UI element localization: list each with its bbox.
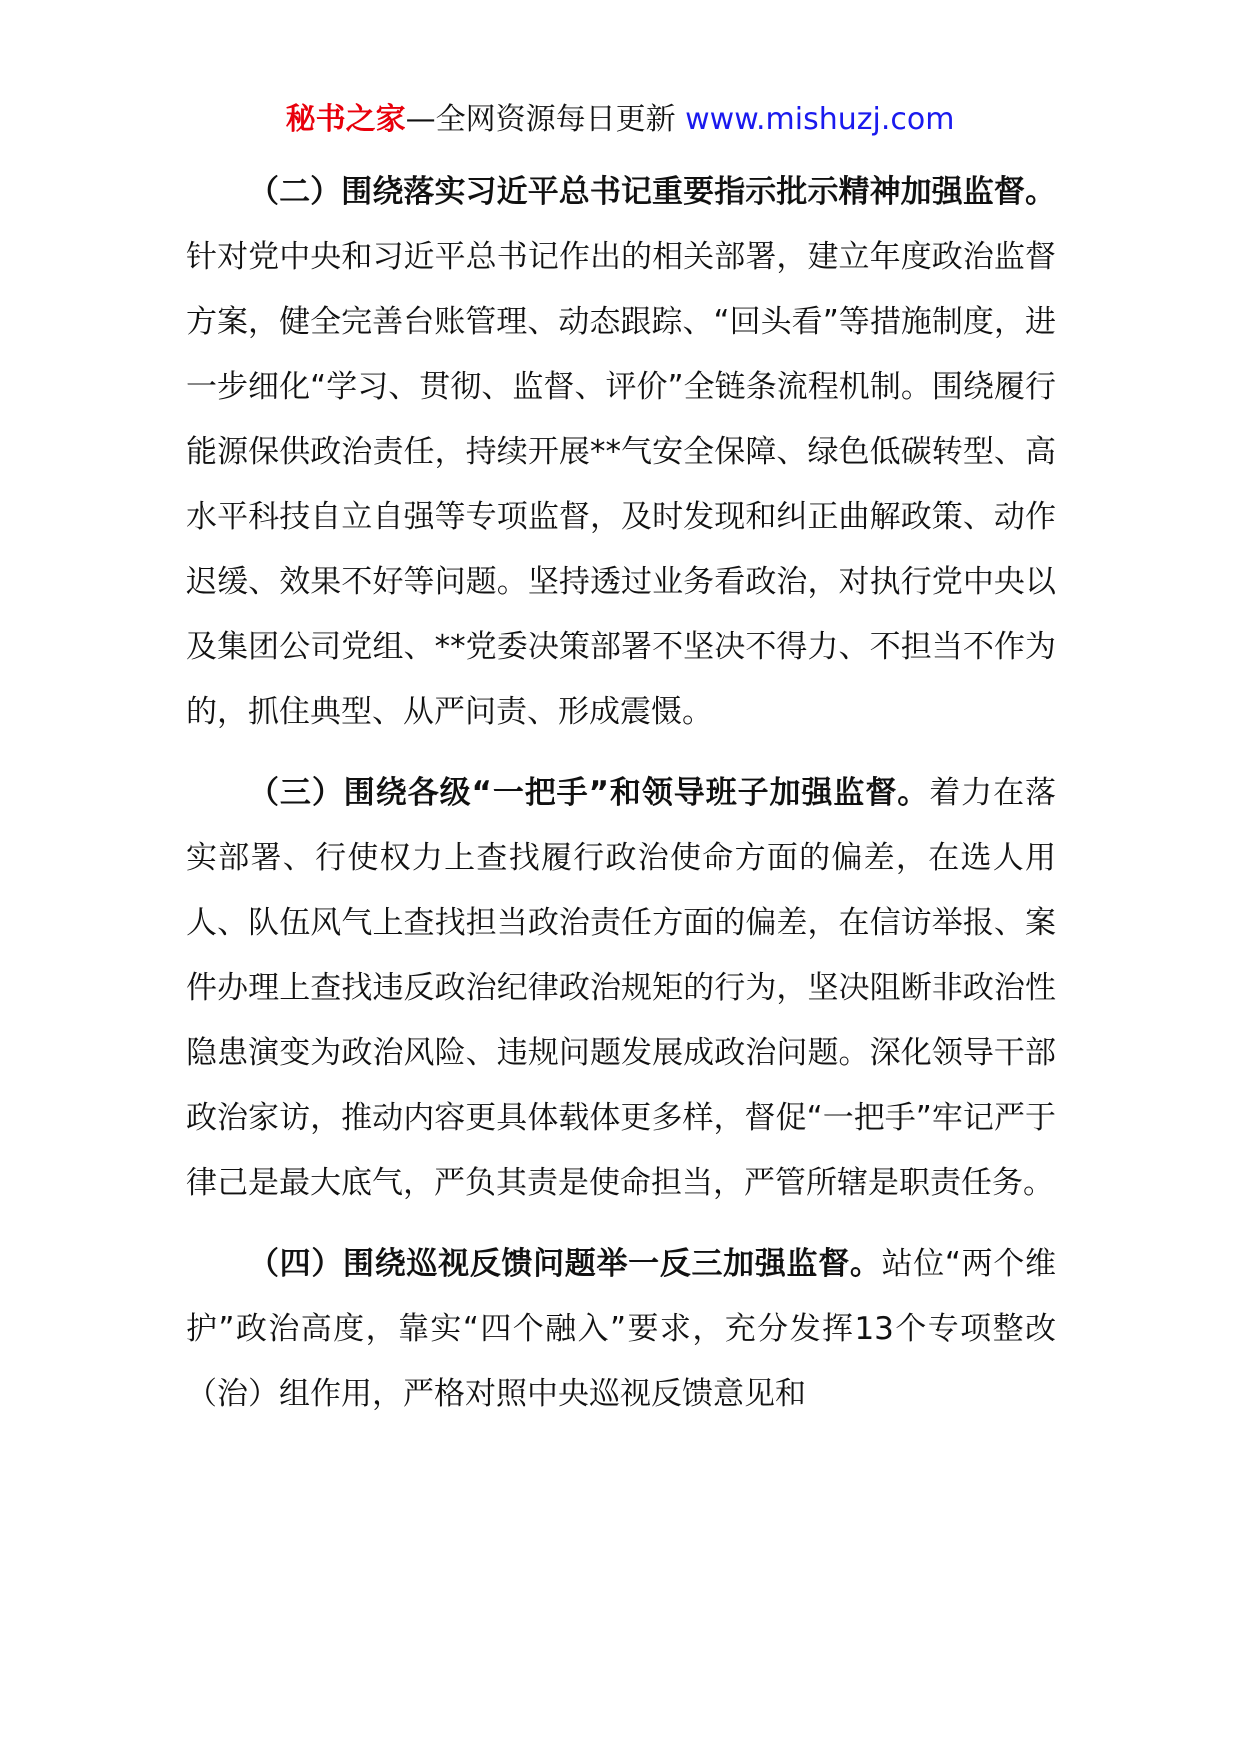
paragraph-text: 针对党中央和习近平总书记作出的相关部署，建立年度政治监督方案，健全完善台账管理、动态跟踪、“回头看”等措施制度，进一步细化“学习、贯彻、监督、评价”全链条流程机制。围绕履行能源保供政治责任，持续开展**气安全保障、绿色低碳转型、高水平科技自立自强等专项监督，及时发现和纠正曲解政策、动作迟缓、效果不好等问题。坚持透过业务看政治，对执行党中央以及集团公司党组、**党委决策部署不坚决不得力、不担当不作为的，抓住典型、从严问责、形成震慑。 [186,239,1056,730]
site-url[interactable]: www.mishuzj.com [685,102,955,137]
section-heading: （三）围绕各级“一把手”和领导班子加强监督。 [248,775,930,811]
paragraph-text: 站位“两个维护”政治高度，靠实“四个融入”要求，充分发挥13个专项整改（治）组作用，严格对照中央巡视反馈意见和 [186,1246,1057,1412]
header-tagline: —全网资源每日更新 [405,102,686,137]
paragraph-4 [186,1232,1056,1427]
document-body [186,160,1056,1427]
site-header [0,98,1240,142]
paragraph-text: 着力在落实部署、行使权力上查找履行政治使命方面的偏差，在选人用人、队伍风气上查找担当政治责任方面的偏差，在信访举报、案件办理上查找违反政治纪律政治规矩的行为，坚决阻断非政治性隐患演变为政治风险、违规问题发展成政治问题。深化领导干部政治家访，推动内容更具体载体更多样，督促“一把手”牢记严于律己是最大底气，严负其责是使命担当，严管所辖是职责任务。 [186,775,1057,1201]
section-heading: （二）围绕落实习近平总书记重要指示批示精神加强监督。 [248,174,1056,210]
paragraph-2 [186,160,1056,745]
paragraph-3 [186,761,1056,1216]
section-heading: （四）围绕巡视反馈问题举一反三加强监督。 [248,1246,882,1282]
brand-name: 秘书之家 [285,102,406,137]
